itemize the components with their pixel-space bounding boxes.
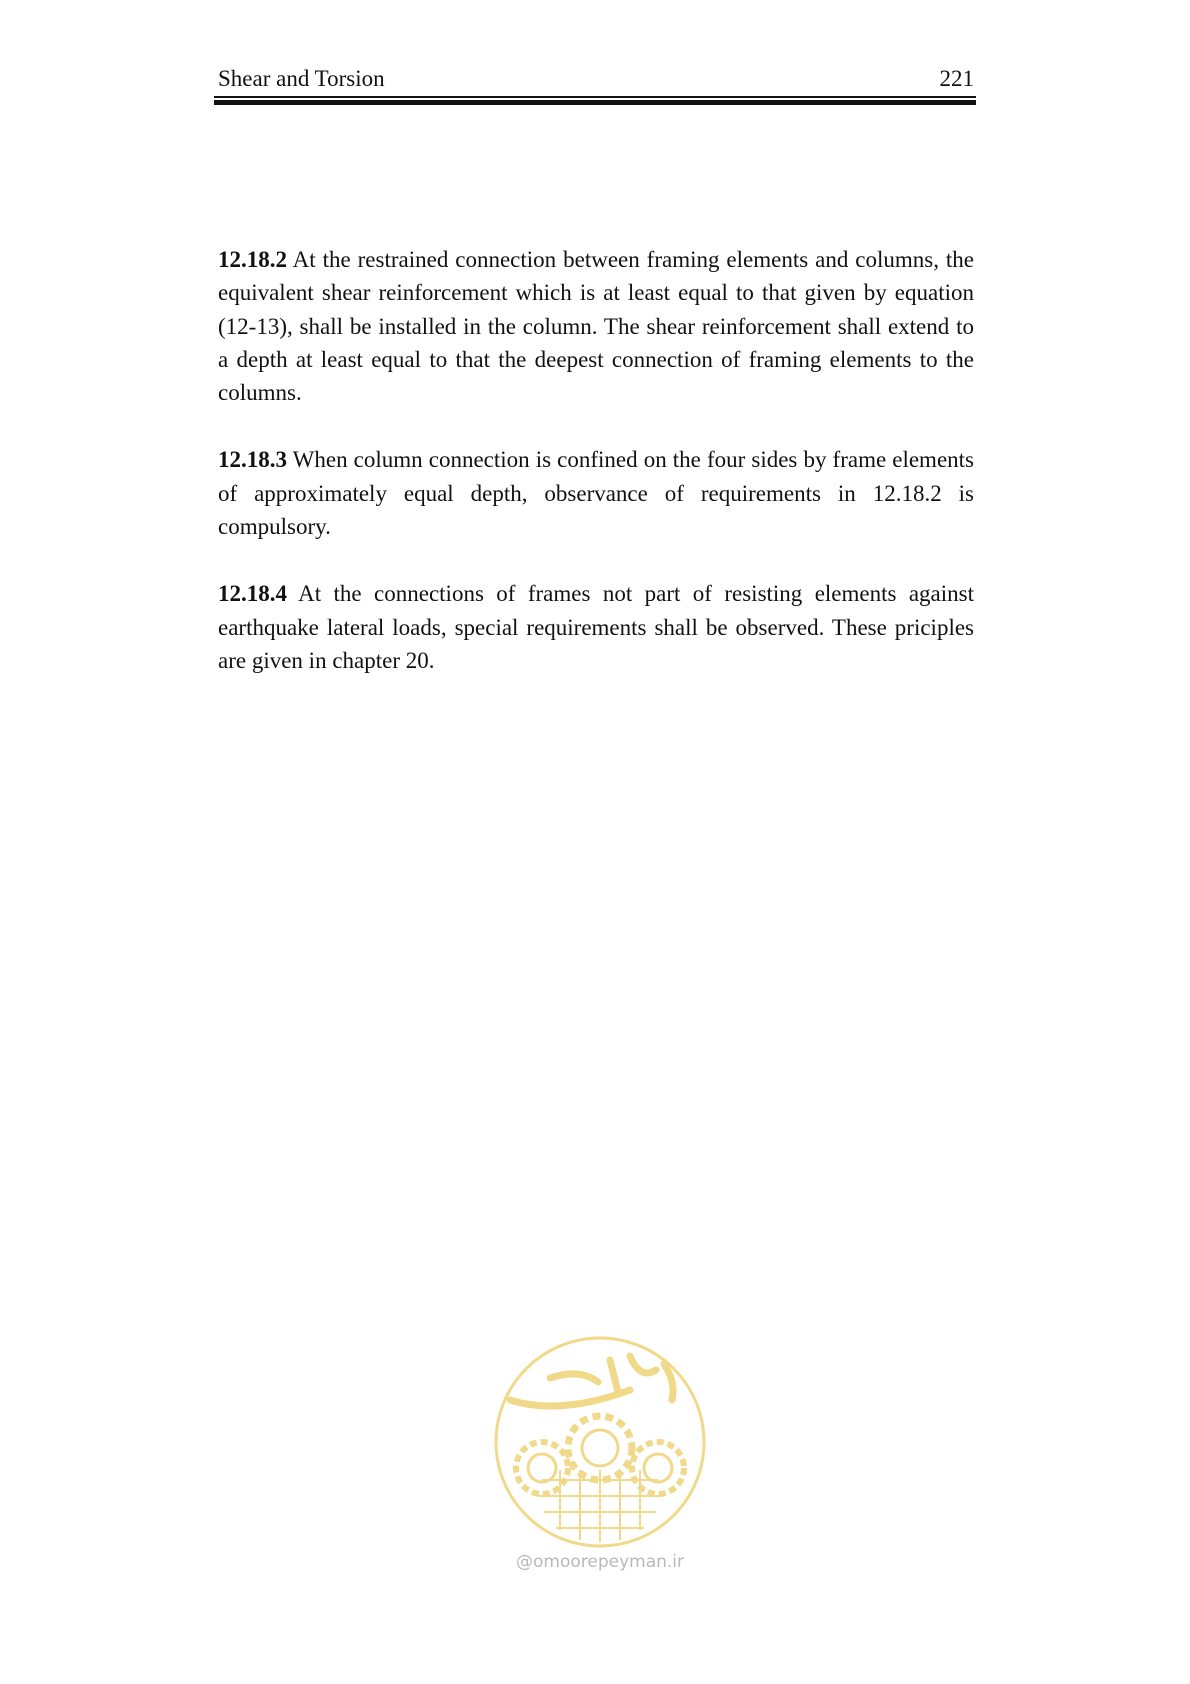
watermark — [480, 1330, 720, 1590]
header-rule-thin — [214, 96, 976, 98]
section-paragraph — [218, 577, 974, 677]
section-paragraph — [218, 243, 974, 409]
section-text: At the connections of frames not part of resisting elements against earthquake lateral loads, special requirements shall be observed. These priciples are given in chapter 20. — [218, 581, 974, 673]
watermark-caption: @omoorepeyman.ir — [515, 1552, 685, 1572]
watermark-logo-icon — [480, 1330, 720, 1550]
chapter-title: Shear and Torsion — [218, 66, 385, 91]
section-paragraph — [218, 443, 974, 543]
page-number: 221 — [939, 66, 974, 91]
section-number: 12.18.4 — [218, 581, 287, 607]
section-number: 12.18.3 — [218, 447, 287, 473]
body-text — [218, 243, 974, 711]
running-header — [218, 62, 974, 92]
section-number: 12.18.2 — [218, 247, 287, 272]
section-text: When column connection is confined on the four sides by frame elements of approximately equal depth, observance of requirements in 12.18.2 is compulsory. — [218, 447, 974, 540]
header-rule-thick — [214, 100, 976, 105]
section-text: At the restrained connection between framing elements and columns, the equivalent shear reinforcement which is at least equal to that given by equation (12-13), shall be installed in the column. The shear reinforcement shall extend to a depth at least equal to that the deepest connection of framing elements to the columns. — [218, 247, 974, 406]
